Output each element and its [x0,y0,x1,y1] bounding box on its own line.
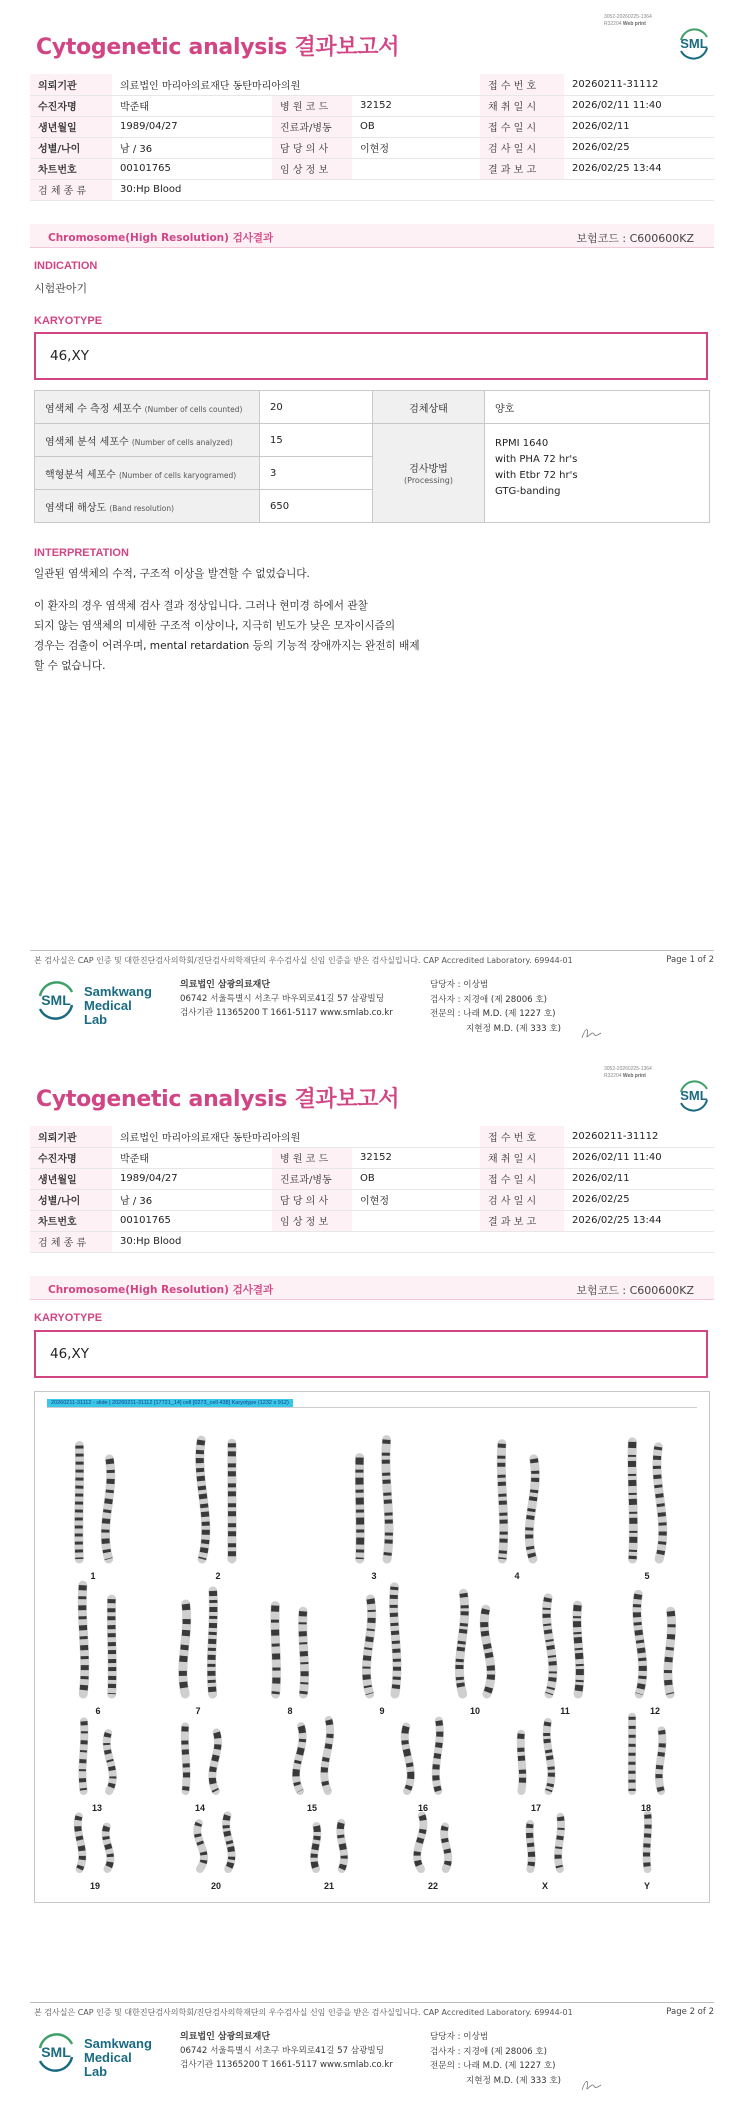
chromosome [78,1816,83,1869]
chromosome [296,1726,303,1791]
label-requesting-org: 의뢰기관 [30,1126,112,1147]
page-number: Page 2 of 2 [666,2007,714,2017]
cells-karyogramed-label [35,457,260,490]
print-code-line: 3052-20260225-1364 [604,14,652,20]
chromosome-label: Y [643,1881,650,1891]
print-code-id: R32204 [604,21,622,27]
value-hospital-code: 32152 [352,95,480,116]
chromosome [659,1730,662,1791]
table-row [30,1231,714,1252]
chromosome [394,1587,397,1694]
band-resolution-label [35,490,260,523]
value-receipt-number: 20260211-31112 [564,74,714,95]
chromosome [521,1734,523,1791]
interpretation-body [34,564,554,676]
method-line: GTG-banding [495,486,561,497]
print-code-line [604,1073,652,1080]
value-collection-time: 2026/02/11 11:40 [564,1147,714,1168]
chromosome [79,1446,80,1559]
chromosome [668,1611,672,1694]
chromosome [459,1593,464,1694]
value-collection-time: 2026/02/11 11:40 [564,95,714,116]
sml-logo-text: SML [680,36,708,51]
label-chart-number: 차트번호 [30,1210,112,1231]
interpretation-line: 경우는 검출이 어려우며, mental retardation 등의 기능적 장애까지는 완전히 배제 [34,640,420,652]
value-specimen-type: 30:Hp Blood [112,1231,714,1252]
value-clinical-info [352,1210,480,1231]
value-receipt-date: 2026/02/11 [564,1168,714,1189]
method-line: with PHA 72 hr's [495,454,578,465]
lab-address: 06742 서울특별시 서초구 바우뫼로41길 57 삼광빌딩 [180,994,384,1004]
signatories [430,978,561,1036]
karyotype-result-box [34,332,708,380]
karyotype-result-box [34,1330,708,1378]
table-row [30,74,714,95]
chromosome [226,1815,232,1869]
lab-name: 의료법인 삼광의료재단 [180,2032,271,2042]
page-number: Page 1 of 2 [666,955,714,965]
chromosome [637,1594,643,1694]
sml-logo [676,26,712,62]
label-receipt-date: 접 수 일 시 [480,1168,564,1189]
band-resolution-label-ko: 염색대 해상도 [45,502,107,514]
signatory-line: 검사자 : 지경애 (제 28006 호) [430,994,548,1005]
section-title: Chromosome(High Resolution) 검사결과 [48,232,274,244]
cells-counted-value: 20 [260,391,373,424]
table-row [30,116,714,137]
value-chart-number: 00101765 [112,1210,272,1231]
method-label-ko: 검사방법 [409,464,448,475]
value-result-report: 2026/02/25 13:44 [564,158,714,179]
chromosome-label: X [541,1881,548,1891]
patient-info-table [30,74,714,201]
samkwang-name-l2: Medical Lab [84,2050,132,2079]
lab-info [180,2030,393,2072]
chromosome [106,1827,111,1869]
chromosome [340,1823,344,1869]
signatories [430,2030,561,2088]
chromosome [558,1817,561,1869]
chromosome [444,1827,448,1869]
chromosome-label: 3 [371,1571,377,1581]
karyotype-value: 46,XY [50,1346,89,1362]
table-row [30,1210,714,1231]
chromosome-label: 13 [91,1803,102,1813]
label-specimen-type: 검 체 종 류 [30,1231,112,1252]
web-print-label: Web print [622,21,646,27]
footer-divider [30,950,714,951]
specimen-state-label: 검체상태 [373,391,485,424]
chromosome [82,1721,84,1791]
table-row [30,95,714,116]
samkwang-name [84,985,154,1027]
footer-divider [30,2002,714,2003]
value-sex-age: 남 / 36 [112,1189,272,1210]
chromosome-label: 6 [95,1706,101,1716]
chromosome-label: 2 [215,1571,221,1581]
chromosome [436,1721,440,1791]
lab-institution: 검사기관 11365200 T 1661-5117 www.smlab.co.kr [180,2060,393,2070]
label-clinical-info: 임 상 정 보 [272,1210,352,1231]
value-hospital-code: 32152 [352,1147,480,1168]
cells-analyzed-label [35,424,260,457]
label-hospital-code: 병 원 코 드 [272,1147,352,1168]
label-patient-name: 수진자명 [30,1147,112,1168]
chromosome [303,1611,305,1694]
accreditation-note: 본 검사실은 CAP 인증 및 대한진단검사의학회/진단검사의학재단의 우수검사실 신임 인증을 받은 검사실입니다. CAP Accredited Laboratory. 69944-01 [34,956,573,965]
cells-karyogramed-label-ko: 핵형분석 세포수 [45,469,116,481]
chromosome-label: 15 [306,1803,317,1813]
karyogram-image [34,1391,710,1903]
value-receipt-number: 20260211-31112 [564,1126,714,1147]
chromosome-label: 8 [287,1706,293,1716]
label-chart-number: 차트번호 [30,158,112,179]
value-patient-name: 박준태 [112,95,272,116]
table-row [30,1126,714,1147]
method-label-en: (Processing) [404,476,453,485]
karyogram-caption: 20260211-31112 - slide | 20260211-31112 [17721_14] cell [0273_cell 438] Karyotype (1232 x 912) [47,1399,293,1407]
chromosome [111,1599,112,1694]
value-requesting-org: 의료법인 마리아의료재단 동탄마리아의원 [112,1126,480,1147]
signatory-line: 담당자 : 이상범 [430,2032,489,2042]
samkwang-name-l1: Samkwang [84,2036,152,2051]
chromosome-label: 18 [640,1803,651,1813]
signatory-line: 검사자 : 지경애 (제 28006 호) [430,2046,548,2057]
band-resolution-value: 650 [260,490,373,523]
chromosome [314,1826,317,1869]
label-department: 진료과/병동 [272,1168,352,1189]
lab-address: 06742 서울특별시 서초구 바우뫼로41길 57 삼광빌딩 [180,2046,384,2056]
chromosome [530,1824,532,1869]
signatory-line: 전문의 : 나래 M.D. (제 1227 호) [430,2061,556,2071]
cells-counted-label-ko: 염색체 수 측정 세포수 [45,403,142,415]
method-label [373,424,485,523]
cells-analyzed-label-ko: 염색체 분석 세포수 [45,436,129,448]
chromosome-label: 20 [210,1881,221,1891]
insurance-code: 보험코드 : C600600KZ [576,1284,694,1297]
label-requesting-org: 의뢰기관 [30,74,112,95]
signatory-line: 지현정 M.D. (제 333 호) [466,2075,562,2086]
chromosome-label: 10 [469,1706,480,1716]
chromosome [324,1720,330,1791]
chromosome-label: 17 [530,1803,541,1813]
cells-karyogramed-label-en: (Number of cells karyogramed) [119,470,237,480]
cells-analyzed-label-en: (Number of cells analyzed) [131,437,233,447]
chromosome-label: 22 [427,1881,438,1891]
value-requesting-org: 의료법인 마리아의료재단 동탄마리아의원 [112,74,480,95]
label-sex-age: 성별/나이 [30,1189,112,1210]
sml-logo-text: SML [680,1088,708,1103]
value-test-date: 2026/02/25 [564,137,714,158]
chromosome [386,1440,389,1559]
label-birth-date: 생년월일 [30,1168,112,1189]
cells-counted-label-en: (Number of cells counted) [144,404,243,414]
cells-analyzed-value: 15 [260,424,373,457]
label-receipt-number: 접 수 번 호 [480,1126,564,1147]
specimen-state-value: 양호 [485,391,710,424]
chromosome [275,1606,277,1694]
chromosome [185,1727,187,1791]
chromosome [105,1459,110,1559]
label-test-date: 검 사 일 시 [480,1189,564,1210]
insurance-code: 보험코드 : C600600KZ [576,232,694,245]
interpretation-line: 할 수 없습니다. [34,660,106,672]
chromosome-label: 11 [560,1706,570,1716]
cells-counted-label [35,391,260,424]
chromosome [183,1604,187,1694]
chromosome [405,1726,411,1791]
chromosome [107,1733,113,1791]
report-title: Cytogenetic analysis 결과보고서 [36,1087,400,1112]
lab-info [180,978,393,1020]
table-row [30,137,714,158]
chromosome [632,1442,633,1559]
label-clinical-info: 임 상 정 보 [272,158,352,179]
label-hospital-code: 병 원 코 드 [272,95,352,116]
samkwang-logo [34,2030,154,2080]
signatory-line: 지현정 M.D. (제 333 호) [466,1023,562,1034]
label-patient-name: 수진자명 [30,95,112,116]
label-doctor: 담 당 의 사 [272,137,352,158]
value-result-report: 2026/02/25 13:44 [564,1210,714,1231]
signatory-line: 전문의 : 나래 M.D. (제 1227 호) [430,1009,556,1019]
chromosome-label: 5 [644,1571,650,1581]
value-clinical-info [352,158,480,179]
value-sex-age: 남 / 36 [112,137,272,158]
karyotype-heading: KARYOTYPE [34,1312,103,1324]
label-doctor: 담 당 의 사 [272,1189,352,1210]
chromosome [82,1585,84,1694]
band-resolution-label-en: (Band resolution) [109,503,175,513]
karyogram-chromosomes [35,1392,710,1903]
lab-institution: 검사기관 11365200 T 1661-5117 www.smlab.co.kr [180,1008,393,1018]
interpretation-line: 되지 않는 염색체의 미세한 구조적 이상이나, 지극히 빈도가 낮은 모자이시즘의 [34,620,396,632]
accreditation-note: 본 검사실은 CAP 인증 및 대한진단검사의학회/진단검사의학재단의 우수검사실 신임 인증을 받은 검사실입니다. CAP Accredited Laboratory. 69944-01 [34,2008,573,2017]
chromosome [577,1605,580,1694]
method-value [485,424,710,523]
svg-text:SML: SML [41,992,71,1008]
label-result-report: 결 과 보 고 [480,158,564,179]
chromosome-label: 14 [194,1803,205,1813]
chromosome-label: 7 [195,1706,201,1716]
chromosome [657,1447,663,1559]
indication-text: 시험관아기 [34,282,88,295]
print-code-line: 3052-20260225-1364 [604,1066,652,1072]
samkwang-name [84,2037,154,2079]
label-test-date: 검 사 일 시 [480,137,564,158]
print-code [604,14,652,28]
chromosome [359,1458,360,1559]
interpretation-line: 이 환자의 경우 염색체 검사 결과 정상입니다. 그러나 현미경 하에서 관찰 [34,600,368,612]
signature-icon [580,2076,602,2094]
table-row [35,391,710,424]
chromosome [484,1609,491,1694]
label-department: 진료과/병동 [272,116,352,137]
lab-name: 의료법인 삼광의료재단 [180,980,271,990]
print-code-line [604,21,652,28]
cells-karyogramed-value: 3 [260,457,373,490]
label-specimen-type: 검 체 종 류 [30,179,112,200]
section-title: Chromosome(High Resolution) 검사결과 [48,1284,274,1296]
patient-info-table [30,1126,714,1253]
samkwang-logo-icon [34,2030,78,2074]
signatory-line: 담당자 : 이상범 [430,980,489,990]
chromosome [212,1732,218,1791]
chromosome [501,1444,503,1559]
value-birth-date: 1989/04/27 [112,116,272,137]
print-code [604,1066,652,1080]
chromosome-label: 21 [323,1881,334,1891]
signature-icon [580,1024,602,1042]
samkwang-name-l2: Medical Lab [84,998,132,1027]
label-receipt-number: 접 수 번 호 [480,74,564,95]
table-row [30,1147,714,1168]
table-row [30,1168,714,1189]
table-row [30,1189,714,1210]
cell-count-table [34,390,710,523]
value-doctor: 이현정 [352,1189,480,1210]
chromosome-label: 1 [90,1571,96,1581]
value-specimen-type: 30:Hp Blood [112,179,714,200]
label-result-report: 결 과 보 고 [480,1210,564,1231]
value-test-date: 2026/02/25 [564,1189,714,1210]
samkwang-logo-icon [34,978,78,1022]
chromosome [417,1816,423,1869]
interpretation-line: 일관된 염색체의 수적, 구조적 이상을 발견할 수 없었습니다. [34,568,310,580]
label-sex-age: 성별/나이 [30,137,112,158]
value-chart-number: 00101765 [112,158,272,179]
table-row [30,158,714,179]
label-receipt-date: 접 수 일 시 [480,116,564,137]
value-department: OB [352,1168,480,1189]
table-row [30,179,714,200]
chromosome-label: 9 [379,1706,385,1716]
samkwang-logo [34,978,154,1028]
value-doctor: 이현정 [352,137,480,158]
method-line: with Etbr 72 hr's [495,470,578,481]
chromosome-label: 4 [514,1571,520,1581]
web-print-label: Web print [622,1073,646,1079]
value-patient-name: 박준태 [112,1147,272,1168]
chromosome [211,1591,213,1694]
chromosome [200,1440,206,1559]
karyotype-heading: KARYOTYPE [34,315,103,327]
chromosome [647,1815,649,1869]
label-birth-date: 생년월일 [30,116,112,137]
chromosome [529,1459,535,1559]
karyotype-value: 46,XY [50,348,89,364]
chromosome [547,1722,552,1791]
label-collection-time: 채 취 일 시 [480,95,564,116]
chromosome-label: 16 [417,1803,428,1813]
report-title: Cytogenetic analysis 결과보고서 [36,35,400,60]
value-birth-date: 1989/04/27 [112,1168,272,1189]
chromosome [197,1823,204,1869]
table-row [35,424,710,457]
chromosome-label: 19 [89,1881,100,1891]
sml-logo [676,1078,712,1114]
svg-text:SML: SML [41,2044,71,2060]
value-department: OB [352,116,480,137]
label-collection-time: 채 취 일 시 [480,1147,564,1168]
indication-heading: INDICATION [34,260,98,272]
chromosome [547,1598,553,1694]
chromosome [366,1599,371,1694]
method-line: RPMI 1640 [495,438,549,449]
result-section-bar [30,1276,714,1300]
print-code-id: R32204 [604,1073,622,1079]
value-receipt-date: 2026/02/11 [564,116,714,137]
samkwang-name-l1: Samkwang [84,984,152,999]
result-section-bar [30,224,714,248]
chromosome-label: 12 [649,1706,660,1716]
interpretation-heading: INTERPRETATION [34,547,129,559]
